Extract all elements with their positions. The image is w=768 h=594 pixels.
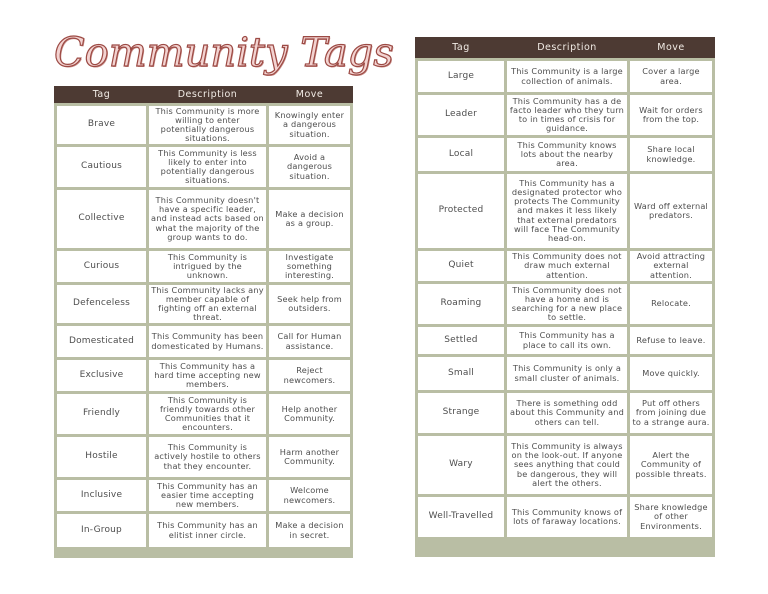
- table-row: [57, 437, 350, 477]
- tag-cell: Small: [418, 357, 504, 390]
- move-cell: Reject newcomers.: [269, 360, 350, 391]
- description-cell: This Community is more willing to enter potentially dangerous situations.: [149, 106, 266, 144]
- description-cell: This Community has an easier time accepting new members.: [149, 480, 266, 511]
- table-row: [57, 190, 350, 248]
- table-row: [418, 393, 712, 433]
- tag-cell: Hostile: [57, 437, 146, 477]
- header-description: Description: [177, 89, 238, 100]
- table-row: [57, 480, 350, 511]
- description-cell: This Community is less likely to enter into potentially dangerous situations.: [149, 147, 266, 187]
- table-row: [57, 394, 350, 434]
- tag-cell: Friendly: [57, 394, 146, 434]
- table-row: [418, 61, 712, 92]
- tag-cell: Strange: [418, 393, 504, 433]
- description-cell: This Community is intrigued by the unknown.: [149, 251, 266, 282]
- table-row: [418, 138, 712, 171]
- move-cell: Seek help from outsiders.: [269, 285, 350, 323]
- tag-cell: In-Group: [57, 514, 146, 547]
- description-cell: This Community is a large collection of animals.: [507, 61, 627, 92]
- table-header: [54, 86, 353, 103]
- description-cell: This Community does not draw much external attention.: [507, 251, 627, 281]
- move-cell: Move quickly.: [630, 357, 712, 390]
- page-title: Community Tags: [54, 30, 394, 76]
- move-cell: Make a decision in secret.: [269, 514, 350, 547]
- tag-cell: Roaming: [418, 284, 504, 324]
- move-cell: Relocate.: [630, 284, 712, 324]
- description-cell: This Community lacks any member capable of fighting off an external threat.: [149, 285, 266, 323]
- header-description: Description: [537, 42, 597, 53]
- move-cell: Knowingly enter a dangerous situation.: [269, 106, 350, 144]
- table-body: [415, 58, 715, 537]
- table-body: [54, 103, 353, 547]
- description-cell: This Community has a hard time accepting new members.: [149, 360, 266, 391]
- tag-cell: Quiet: [418, 251, 504, 281]
- table-row: [418, 95, 712, 135]
- tag-cell: Inclusive: [57, 480, 146, 511]
- table-row: [418, 436, 712, 494]
- description-cell: This Community has a de facto leader who they turn to in times of crisis for guidance.: [507, 95, 627, 135]
- tag-cell: Cautious: [57, 147, 146, 187]
- tag-cell: Local: [418, 138, 504, 171]
- tag-cell: Settled: [418, 327, 504, 354]
- table-row: [57, 326, 350, 357]
- table-row: [418, 284, 712, 324]
- description-cell: There is something odd about this Community and others can tell.: [507, 393, 627, 433]
- table-row: [418, 327, 712, 354]
- table-row: [418, 174, 712, 248]
- tag-cell: Large: [418, 61, 504, 92]
- move-cell: Make a decision as a group.: [269, 190, 350, 248]
- move-cell: Alert the Community of possible threats.: [630, 436, 712, 494]
- tag-cell: Domesticated: [57, 326, 146, 357]
- table-header: [415, 37, 715, 58]
- move-cell: Cover a large area.: [630, 61, 712, 92]
- move-cell: Wait for orders from the top.: [630, 95, 712, 135]
- tag-cell: Exclusive: [57, 360, 146, 391]
- right-tag-table: [415, 37, 715, 557]
- move-cell: Share local knowledge.: [630, 138, 712, 171]
- description-cell: This Community knows lots about the nearby area.: [507, 138, 627, 171]
- tag-cell: Leader: [418, 95, 504, 135]
- tag-cell: Brave: [57, 106, 146, 144]
- tag-cell: Well-Travelled: [418, 497, 504, 537]
- table-row: [57, 251, 350, 282]
- table-row: [57, 514, 350, 547]
- table-row: [418, 357, 712, 390]
- table-row: [418, 251, 712, 281]
- table-row: [418, 497, 712, 537]
- header-tag: Tag: [92, 89, 111, 100]
- left-tag-table: [54, 86, 353, 558]
- move-cell: Put off others from joining due to a strange aura.: [630, 393, 712, 433]
- table-row: [57, 147, 350, 187]
- header-move: Move: [295, 89, 324, 100]
- description-cell: This Community is always on the look-out. If anyone sees anything that could be dangerous, they will alert the others.: [507, 436, 627, 494]
- description-cell: This Community is only a small cluster of animals.: [507, 357, 627, 390]
- table-row: [57, 285, 350, 323]
- tag-cell: Curious: [57, 251, 146, 282]
- tag-cell: Defenceless: [57, 285, 146, 323]
- move-cell: Share knowledge of other Environments.: [630, 497, 712, 537]
- tag-cell: Collective: [57, 190, 146, 248]
- move-cell: Avoid a dangerous situation.: [269, 147, 350, 187]
- description-cell: This Community has been domesticated by Humans.: [149, 326, 266, 357]
- move-cell: Refuse to leave.: [630, 327, 712, 354]
- tag-cell: Wary: [418, 436, 504, 494]
- description-cell: This Community has a place to call its own.: [507, 327, 627, 354]
- move-cell: Avoid attracting external attention.: [630, 251, 712, 281]
- description-cell: This Community is friendly towards other Communities that it encounters.: [149, 394, 266, 434]
- move-cell: Harm another Community.: [269, 437, 350, 477]
- move-cell: Ward off external predators.: [630, 174, 712, 248]
- header-tag: Tag: [452, 42, 470, 53]
- description-cell: This Community does not have a home and is searching for a new place to settle.: [507, 284, 627, 324]
- description-cell: This Community knows of lots of faraway locations.: [507, 497, 627, 537]
- table-row: [57, 360, 350, 391]
- description-cell: This Community is actively hostile to others that they encounter.: [149, 437, 266, 477]
- tag-cell: Protected: [418, 174, 504, 248]
- description-cell: This Community has an elitist inner circle.: [149, 514, 266, 547]
- header-move: Move: [657, 42, 685, 53]
- move-cell: Welcome newcomers.: [269, 480, 350, 511]
- move-cell: Investigate something interesting.: [269, 251, 350, 282]
- move-cell: Call for Human assistance.: [269, 326, 350, 357]
- table-row: [57, 106, 350, 144]
- description-cell: This Community doesn't have a specific leader, and instead acts based on what the majority of the group wants to do.: [149, 190, 266, 248]
- move-cell: Help another Community.: [269, 394, 350, 434]
- description-cell: This Community has a designated protector who protects The Community and makes it less likely that external predators will face The Community head-on.: [507, 174, 627, 248]
